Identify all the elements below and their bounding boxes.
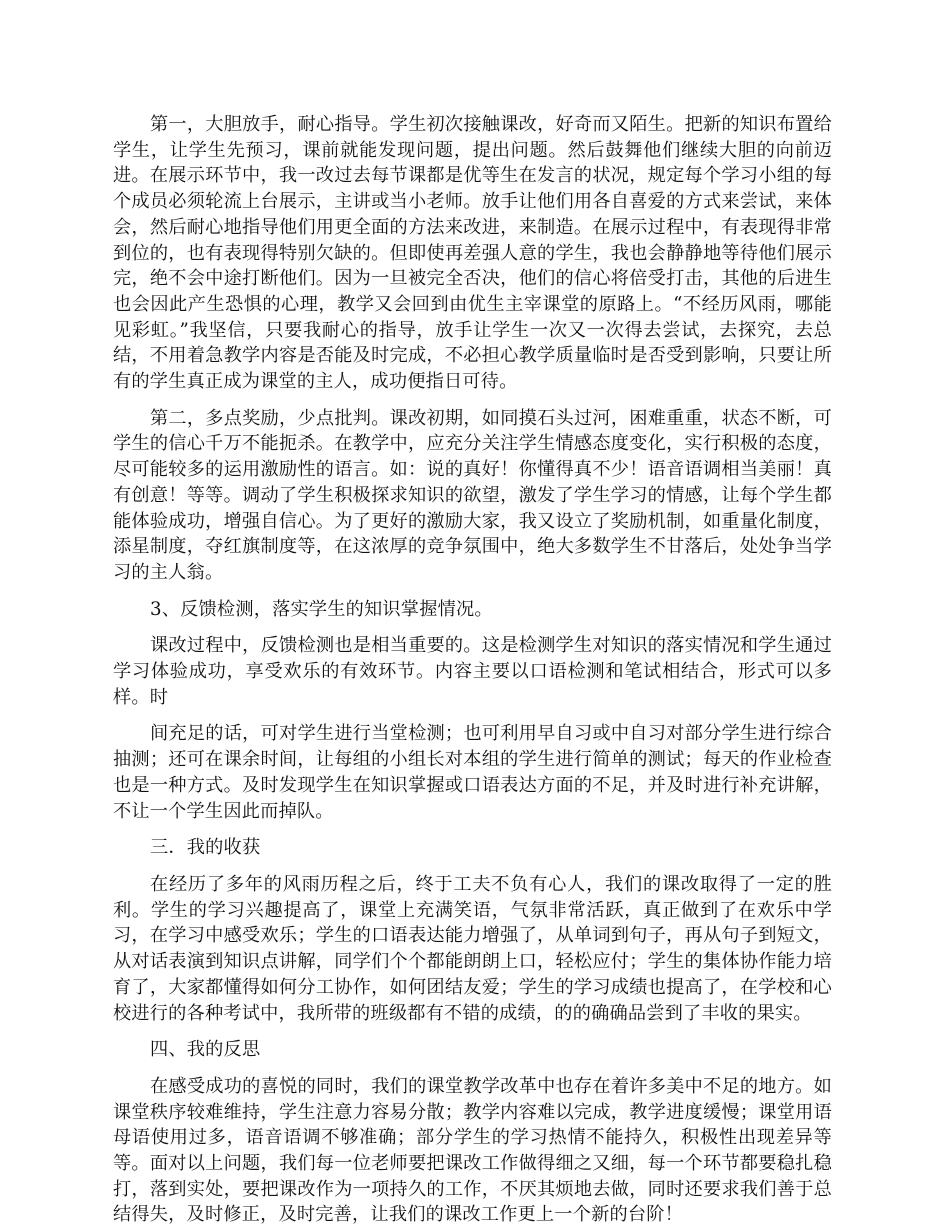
paragraph-harvest: 在经历了多年的风雨历程之后，终于工夫不负有心人，我们的课改取得了一定的胜利。学生的学习兴趣提高了，课堂上充满笑语，气氛非常活跃，真正做到了在欢乐中学习，在学习中感受欢乐；学生的口语表达能力增强了，从单词到句子，再从句子到短文，从对话表演到知识点讲解，同学们个个都能朗朗上口，轻松应付；学生的集体协作能力培育了，大家都懂得如何分工协作，如何团结友爱；学生的学习成绩也提高了，在学校和心校进行的各种考试中，我所带的班级都有不错的成绩，的的确确品尝到了丰收的果实。: [113, 873, 832, 1024]
paragraph-feedback-intro: 课改过程中，反馈检测也是相当重要的。这是检测学生对知识的落实情况和学生通过学习体验成功，享受欢乐的有效环节。内容主要以口语检测和笔试相结合，形式可以多样。时: [113, 635, 832, 708]
paragraph-reflection: 在感受成功的喜悦的同时，我们的课堂教学改革中也存在着许多美中不足的地方。如课堂秩序较难维持，学生注意力容易分散；教学内容难以完成，教学进度缓慢；课堂用语母语使用过多，语音语调不够准确；部分学生的学习热情不能持久，积极性出现差异等等。面对以上问题，我们每一位老师要把课改工作做得细之又细，每一个环节都要稳扎稳打，落到实处，要把课改作为一项持久的工作，不厌其烦地去做，同时还要求我们善于总结得失，及时修正，及时完善，让我们的课改工作更上一个新的台阶！: [113, 1075, 832, 1226]
section-heading-reflection: 四、我的反思: [150, 1039, 261, 1061]
paragraph-feedback-methods: 间充足的话，可对学生进行当堂检测；也可利用早自习或中自习对部分学生进行综合抽测；还可在课余时间，让每组的小组长对本组的学生进行简单的测试；每天的作业检查也是一种方式。及时发现学生在知识掌握或口语表达方面的不足，并及时进行补充讲解，不让一个学生因此而掉队。: [113, 723, 832, 822]
section-heading-feedback: 3、反馈检测，落实学生的知识掌握情况。: [150, 598, 493, 620]
section-heading-harvest: 三．我的收获: [150, 837, 261, 859]
paragraph-bold-guidance: 第一，大胆放手，耐心指导。学生初次接触课改，好奇而又陌生。把新的知识布置给学生，让学生先预习，课前就能发现问题，提出问题。然后鼓舞他们继续大胆的向前迈进。在展示环节中，我一改过去每节课都是优等生在发言的状况，规定每个学习小组的每个成员必须轮流上台展示，主讲或当小老师。放手让他们用各自喜爱的方式来尝试，来体会，然后耐心地指导他们用更全面的方法来改进，来制造。在展示过程中，有表现得非常到位的，也有表现得特别欠缺的。但即使再差强人意的学生，我也会静静地等待他们展示完，绝不会中途打断他们。因为一旦被完全否决，他们的信心将倍受打击，其他的后进生也会因此产生恐惧的心理，教学又会回到由优生主宰课堂的原路上。“不经历风雨，哪能见彩虹。”我坚信，只要我耐心的指导，放手让学生一次又一次得去尝试，去探究，去总结，不用着急教学内容是否能及时完成，不必担心教学质量临时是否受到影响，只要让所有的学生真正成为课堂的主人，成功便指日可待。: [113, 114, 832, 393]
paragraph-more-rewards: 第二，多点奖励，少点批判。课改初期，如同摸石头过河，困难重重，状态不断，可学生的信心千万不能扼杀。在教学中，应充分关注学生情感态度变化，实行积极的态度，尽可能较多的运用激励性的语言。如：说的真好！你懂得真不少！语音语调相当美丽！真有创意！等等。调动了学生积极探求知识的欲望，激发了学生学习的情感，让每个学生都能体验成功，增强自信心。为了更好的激励大家，我又设立了奖励机制，如重量化制度，添星制度，夺红旗制度等，在这浓厚的竞争氛围中，绝大多数学生不甘落后，处处争当学习的主人翁。: [113, 407, 832, 583]
